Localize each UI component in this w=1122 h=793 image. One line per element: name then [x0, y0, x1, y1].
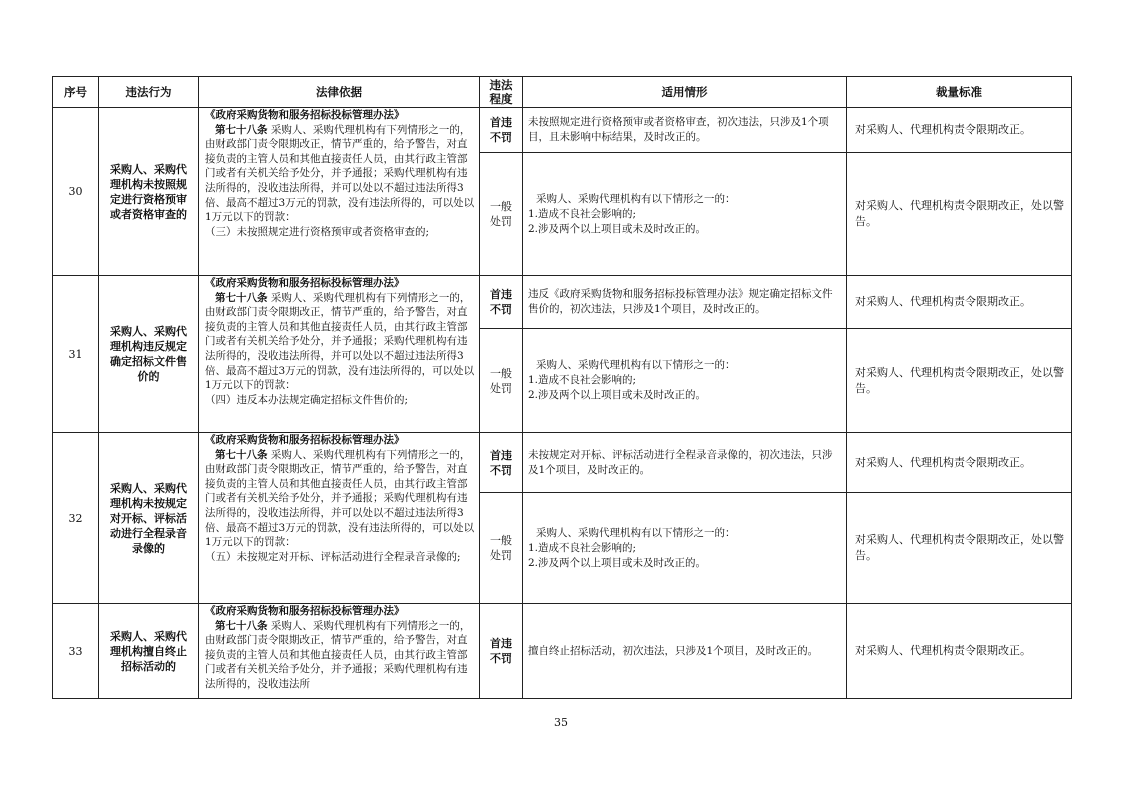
header-row	[53, 77, 1072, 108]
situation-general	[523, 153, 847, 276]
situation-line: 采购人、采购代理机构有以下情形之一的：	[536, 192, 736, 205]
level-first	[480, 433, 523, 493]
situation-general	[523, 329, 847, 433]
standard-first: 对采购人、代理机构责令限期改正。	[847, 108, 1072, 153]
header-no: 序号	[53, 77, 99, 108]
level-first	[480, 276, 523, 329]
level-general-line1: 一般	[490, 200, 512, 213]
violation-act: 采购人、采购代理机构未按规定对开标、评标活动进行全程录音录像的	[99, 433, 199, 604]
basis-item: （五）未按规定对开标、评标活动进行全程录音录像的;	[205, 550, 461, 563]
row-number: 30	[53, 108, 99, 276]
table-row	[53, 604, 1072, 699]
level-first-text: 首违不罚	[490, 116, 512, 144]
legal-basis	[199, 276, 480, 433]
situation-first: 未按照规定进行资格预审或者资格审查，初次违法，只涉及1个项目，且未影响中标结果，及时改正的。	[523, 108, 847, 153]
basis-text: 采购人、采购代理机构有下列情形之一的，由财政部门责令限期改正，情节严重的，给予警告，对直接负责的主管人员和其他直接责任人员，由其行政主管部门或者有关机关给予处分，并予通报；采购代理机构有违法所得的，没收违法所得，并可以处以不超过违法所得3倍、最高不超过3万元的罚款，没有违法所得的，可以处以1万元以下的罚款：	[205, 291, 475, 392]
basis-item: （四）违反本办法规定确定招标文件售价的;	[205, 393, 409, 406]
header-situation: 适用情形	[523, 77, 847, 108]
header-level-line2: 程度	[489, 92, 513, 106]
level-general	[480, 153, 523, 276]
level-general-line1: 一般	[490, 366, 512, 380]
basis-text: 采购人、采购代理机构有下列情形之一的，由财政部门责令限期改正，情节严重的，给予警告，对直接负责的主管人员和其他直接责任人员，由其行政主管部门或者有关机关给予处分，并予通报；采购代理机构有违法所得的，没收违法所得，并可以处以不超过违法所得3倍、最高不超过3万元的罚款，没有违法所得的，可以处以1万元以下的罚款：	[205, 123, 475, 224]
row-number: 32	[53, 433, 99, 604]
legal-basis	[199, 433, 480, 604]
basis-title: 《政府采购货物和服务招标投标管理办法》	[205, 277, 405, 289]
basis-item: （三）未按照规定进行资格预审或者资格审查的;	[205, 225, 430, 238]
standard-first: 对采购人、代理机构责令限期改正。	[847, 276, 1072, 329]
header-standard: 裁量标准	[847, 77, 1072, 108]
level-general-line2: 处罚	[490, 215, 512, 228]
header-level-line1: 违法	[489, 78, 513, 92]
situation-first: 擅自终止招标活动，初次违法，只涉及1个项目，及时改正的。	[523, 604, 847, 699]
basis-text: 采购人、采购代理机构有下列情形之一的，由财政部门责令限期改正，情节严重的，给予警告，对直接负责的主管人员和其他直接责任人员，由其行政主管部门或者有关机关给予处分，并予通报；采购代理机构有违法所得的，没收违法所得，并可以处以不超过违法所得3倍、最高不超过3万元的罚款，没有违法所得的，可以处以1万元以下的罚款：	[205, 448, 475, 549]
basis-article: 第七十八条	[215, 123, 268, 136]
standard-general: 对采购人、代理机构责令限期改正，处以警告。	[847, 329, 1072, 433]
standard-general: 对采购人、代理机构责令限期改正，处以警告。	[847, 493, 1072, 604]
basis-title: 《政府采购货物和服务招标投标管理办法》	[205, 605, 405, 617]
standard-first: 对采购人、代理机构责令限期改正。	[847, 604, 1072, 699]
table-row	[53, 276, 1072, 329]
level-first-text: 首违不罚	[490, 637, 512, 665]
penalty-table	[52, 76, 1072, 699]
situation-line: 2.涉及两个以上项目或未及时改正的。	[528, 556, 707, 569]
situation-line: 1.造成不良社会影响的;	[528, 541, 637, 554]
level-first	[480, 108, 523, 153]
level-general-line1: 一般	[490, 534, 512, 547]
situation-first: 违反《政府采购货物和服务招标投标管理办法》规定确定招标文件售价的，初次违法，只涉及1个项目，及时改正的。	[523, 276, 847, 329]
table-row	[53, 108, 1072, 153]
row-number: 33	[53, 604, 99, 699]
basis-title: 《政府采购货物和服务招标投标管理办法》	[205, 434, 405, 446]
violation-act: 采购人、采购代理机构未按照规定进行资格预审或者资格审查的	[99, 108, 199, 276]
situation-line: 1.造成不良社会影响的;	[528, 374, 637, 386]
situation-first: 未按规定对开标、评标活动进行全程录音录像的，初次违法，只涉及1个项目，及时改正的。	[523, 433, 847, 493]
situation-line: 2.涉及两个以上项目或未及时改正的。	[528, 222, 707, 235]
header-act: 违法行为	[99, 77, 199, 108]
basis-article: 第七十八条	[215, 619, 268, 632]
standard-general: 对采购人、代理机构责令限期改正，处以警告。	[847, 153, 1072, 276]
header-level	[480, 77, 523, 108]
header-basis: 法律依据	[199, 77, 480, 108]
situation-line: 采购人、采购代理机构有以下情形之一的：	[536, 526, 736, 539]
level-general	[480, 329, 523, 433]
row-number: 31	[53, 276, 99, 433]
level-first	[480, 604, 523, 699]
legal-basis	[199, 108, 480, 276]
level-first-text: 首违不罚	[490, 288, 512, 316]
level-general	[480, 493, 523, 604]
level-general-line2: 处罚	[490, 381, 512, 395]
violation-act: 采购人、采购代理机构擅自终止招标活动的	[99, 604, 199, 699]
situation-line: 2.涉及两个以上项目或未及时改正的。	[528, 389, 707, 401]
table-row	[53, 433, 1072, 493]
basis-text: 采购人、采购代理机构有下列情形之一的，由财政部门责令限期改正，情节严重的，给予警告，对直接负责的主管人员和其他直接责任人员，由其行政主管部门或者有关机关给予处分，并予通报；采购代理机构有违法所得的，没收违法所	[205, 619, 471, 690]
page-number: 35	[554, 716, 568, 729]
basis-title: 《政府采购货物和服务招标投标管理办法》	[205, 109, 405, 121]
basis-article: 第七十八条	[215, 291, 268, 304]
situation-line: 1.造成不良社会影响的;	[528, 207, 637, 220]
basis-article: 第七十八条	[215, 448, 268, 461]
level-general-line2: 处罚	[490, 549, 512, 562]
legal-basis	[199, 604, 480, 699]
situation-line: 采购人、采购代理机构有以下情形之一的：	[536, 359, 736, 371]
situation-general	[523, 493, 847, 604]
level-first-text: 首违不罚	[490, 448, 512, 477]
violation-act: 采购人、采购代理机构违反规定确定招标文件售价的	[99, 276, 199, 433]
standard-first: 对采购人、代理机构责令限期改正。	[847, 433, 1072, 493]
